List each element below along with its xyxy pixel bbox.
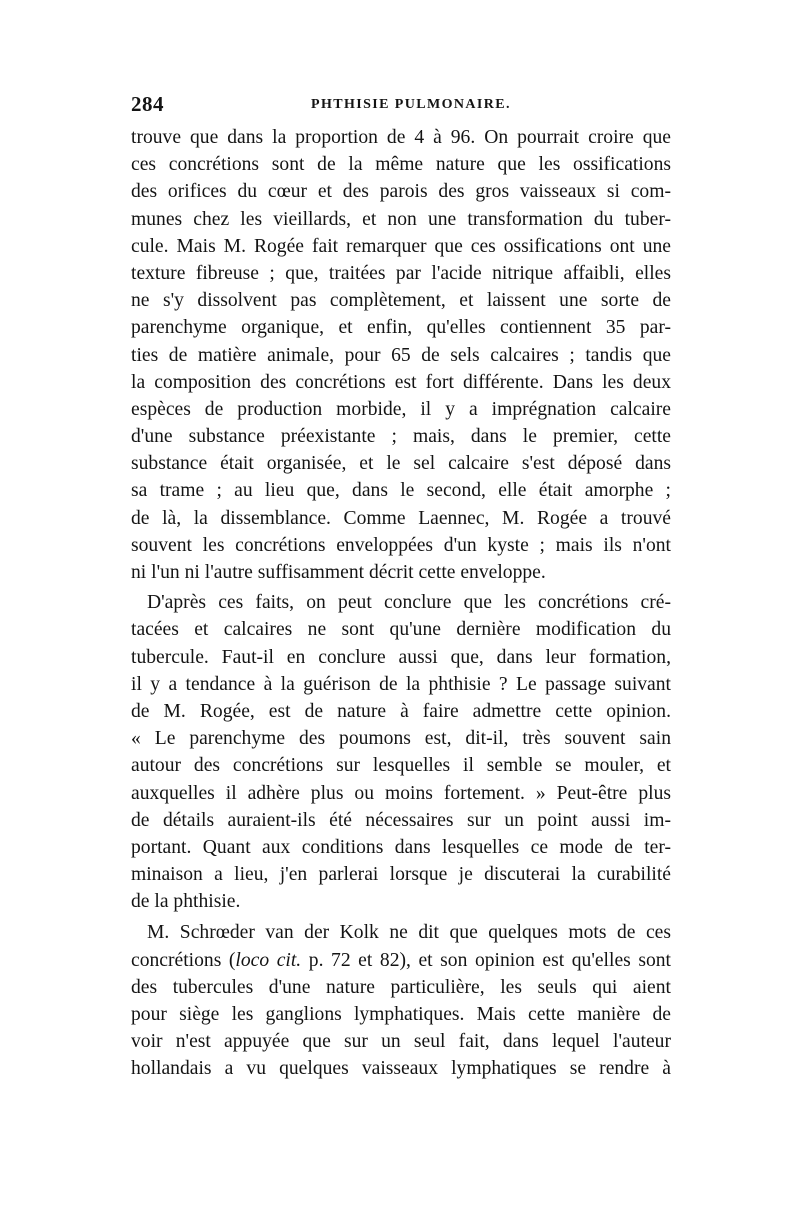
page-number: 284 [131,92,164,116]
citation-italic: loco cit. [235,949,302,971]
text-line: cule. Mais M. Rogée fait remarquer que ces ossifications ont une [131,235,671,257]
text-line: de M. Rogée, est de nature à faire admettre cette opinion. [131,700,671,722]
text-line: de la phthisie. [131,891,241,913]
text-line: « Le parenchyme des poumons est, dit-il, très souvent sain [131,728,671,750]
text-line: minaison a lieu, j'en parlerai lorsque je discuterai la curabilité [131,864,671,886]
text-line: pour siège les ganglions lymphatiques. Mais cette manière de [131,1004,671,1025]
text-line: texture fibreuse ; que, traitées par l'acide nitrique affaibli, elles [131,262,671,284]
text-line: tacées et calcaires ne sont qu'une dernière modification du [131,619,671,641]
paragraph-1 [131,124,671,586]
body-text [131,124,671,1083]
text-line: espèces de production morbide, il y a imprégnation calcaire [131,398,671,420]
text-line: ni l'un ni l'autre suffisamment décrit cette enveloppe. [131,562,546,583]
text-line: auxquelles il adhère plus ou moins fortement. » Peut-être plus [131,782,671,804]
text-line: des orifices du cœur et des parois des gros vaisseaux si com- [131,181,671,203]
text-line: M. Schrœder van der Kolk ne dit que quelques mots de ces [147,922,671,944]
text-line: autour des concrétions sur lesquelles il semble se mouler, et [131,755,671,777]
paragraph-2 [131,589,671,915]
text-line: trouve que dans la proportion de 4 à 96. On pourrait croire que [131,127,671,148]
text-line: ces concrétions sont de la même nature que les ossifications [131,154,671,176]
text-line: ties de matière animale, pour 65 de sels calcaires ; tandis que [131,344,671,366]
text-line: parenchyme organique, et enfin, qu'elles contiennent 35 par- [131,317,671,339]
text-line: substance était organisée, et le sel calcaire s'est déposé dans [131,453,671,475]
text-line: ne s'y dissolvent pas complètement, et laissent une sorte de [131,290,671,312]
text-line: hollandais a vu quelques vaisseaux lymphatiques se rendre à [131,1058,671,1080]
text-line: portant. Quant aux conditions dans lesquelles ce mode de ter- [131,836,671,858]
text-line: la composition des concrétions est fort différente. Dans les deux [131,371,671,393]
text-line: munes chez les vieillards, et non une transformation du tuber- [131,208,671,230]
paragraph-3 [131,919,671,1082]
running-title: PHTHISIE PULMONAIRE. [311,97,511,112]
text-line: de là, la dissemblance. Comme Laennec, M. Rogée a trouvé [131,507,671,529]
text-line: des tubercules d'une nature particulière, les seuls qui aient [131,976,671,998]
line-segment: p. 72 et 82), et son opinion est qu'elles sont [301,949,671,971]
line-segment: concrétions ( [131,949,236,971]
text-line: tubercule. Faut-il en conclure aussi que, dans leur formation, [131,646,671,668]
text-line: de détails auraient-ils été nécessaires sur un point aussi im- [131,809,671,831]
text-line-with-citation [131,947,671,974]
text-line: d'une substance préexistante ; mais, dans le premier, cette [131,426,671,448]
text-line: souvent les concrétions enveloppées d'un kyste ; mais ils n'ont [131,534,671,556]
text-line: voir n'est appuyée que sur un seul fait, dans lequel l'auteur [131,1031,671,1053]
text-line: sa trame ; au lieu que, dans le second, elle était amorphe ; [131,480,671,502]
text-line: D'après ces faits, on peut conclure que les concrétions cré- [147,592,671,614]
running-head [131,92,671,118]
text-line: il y a tendance à la guérison de la phthisie ? Le passage suivant [131,673,671,695]
